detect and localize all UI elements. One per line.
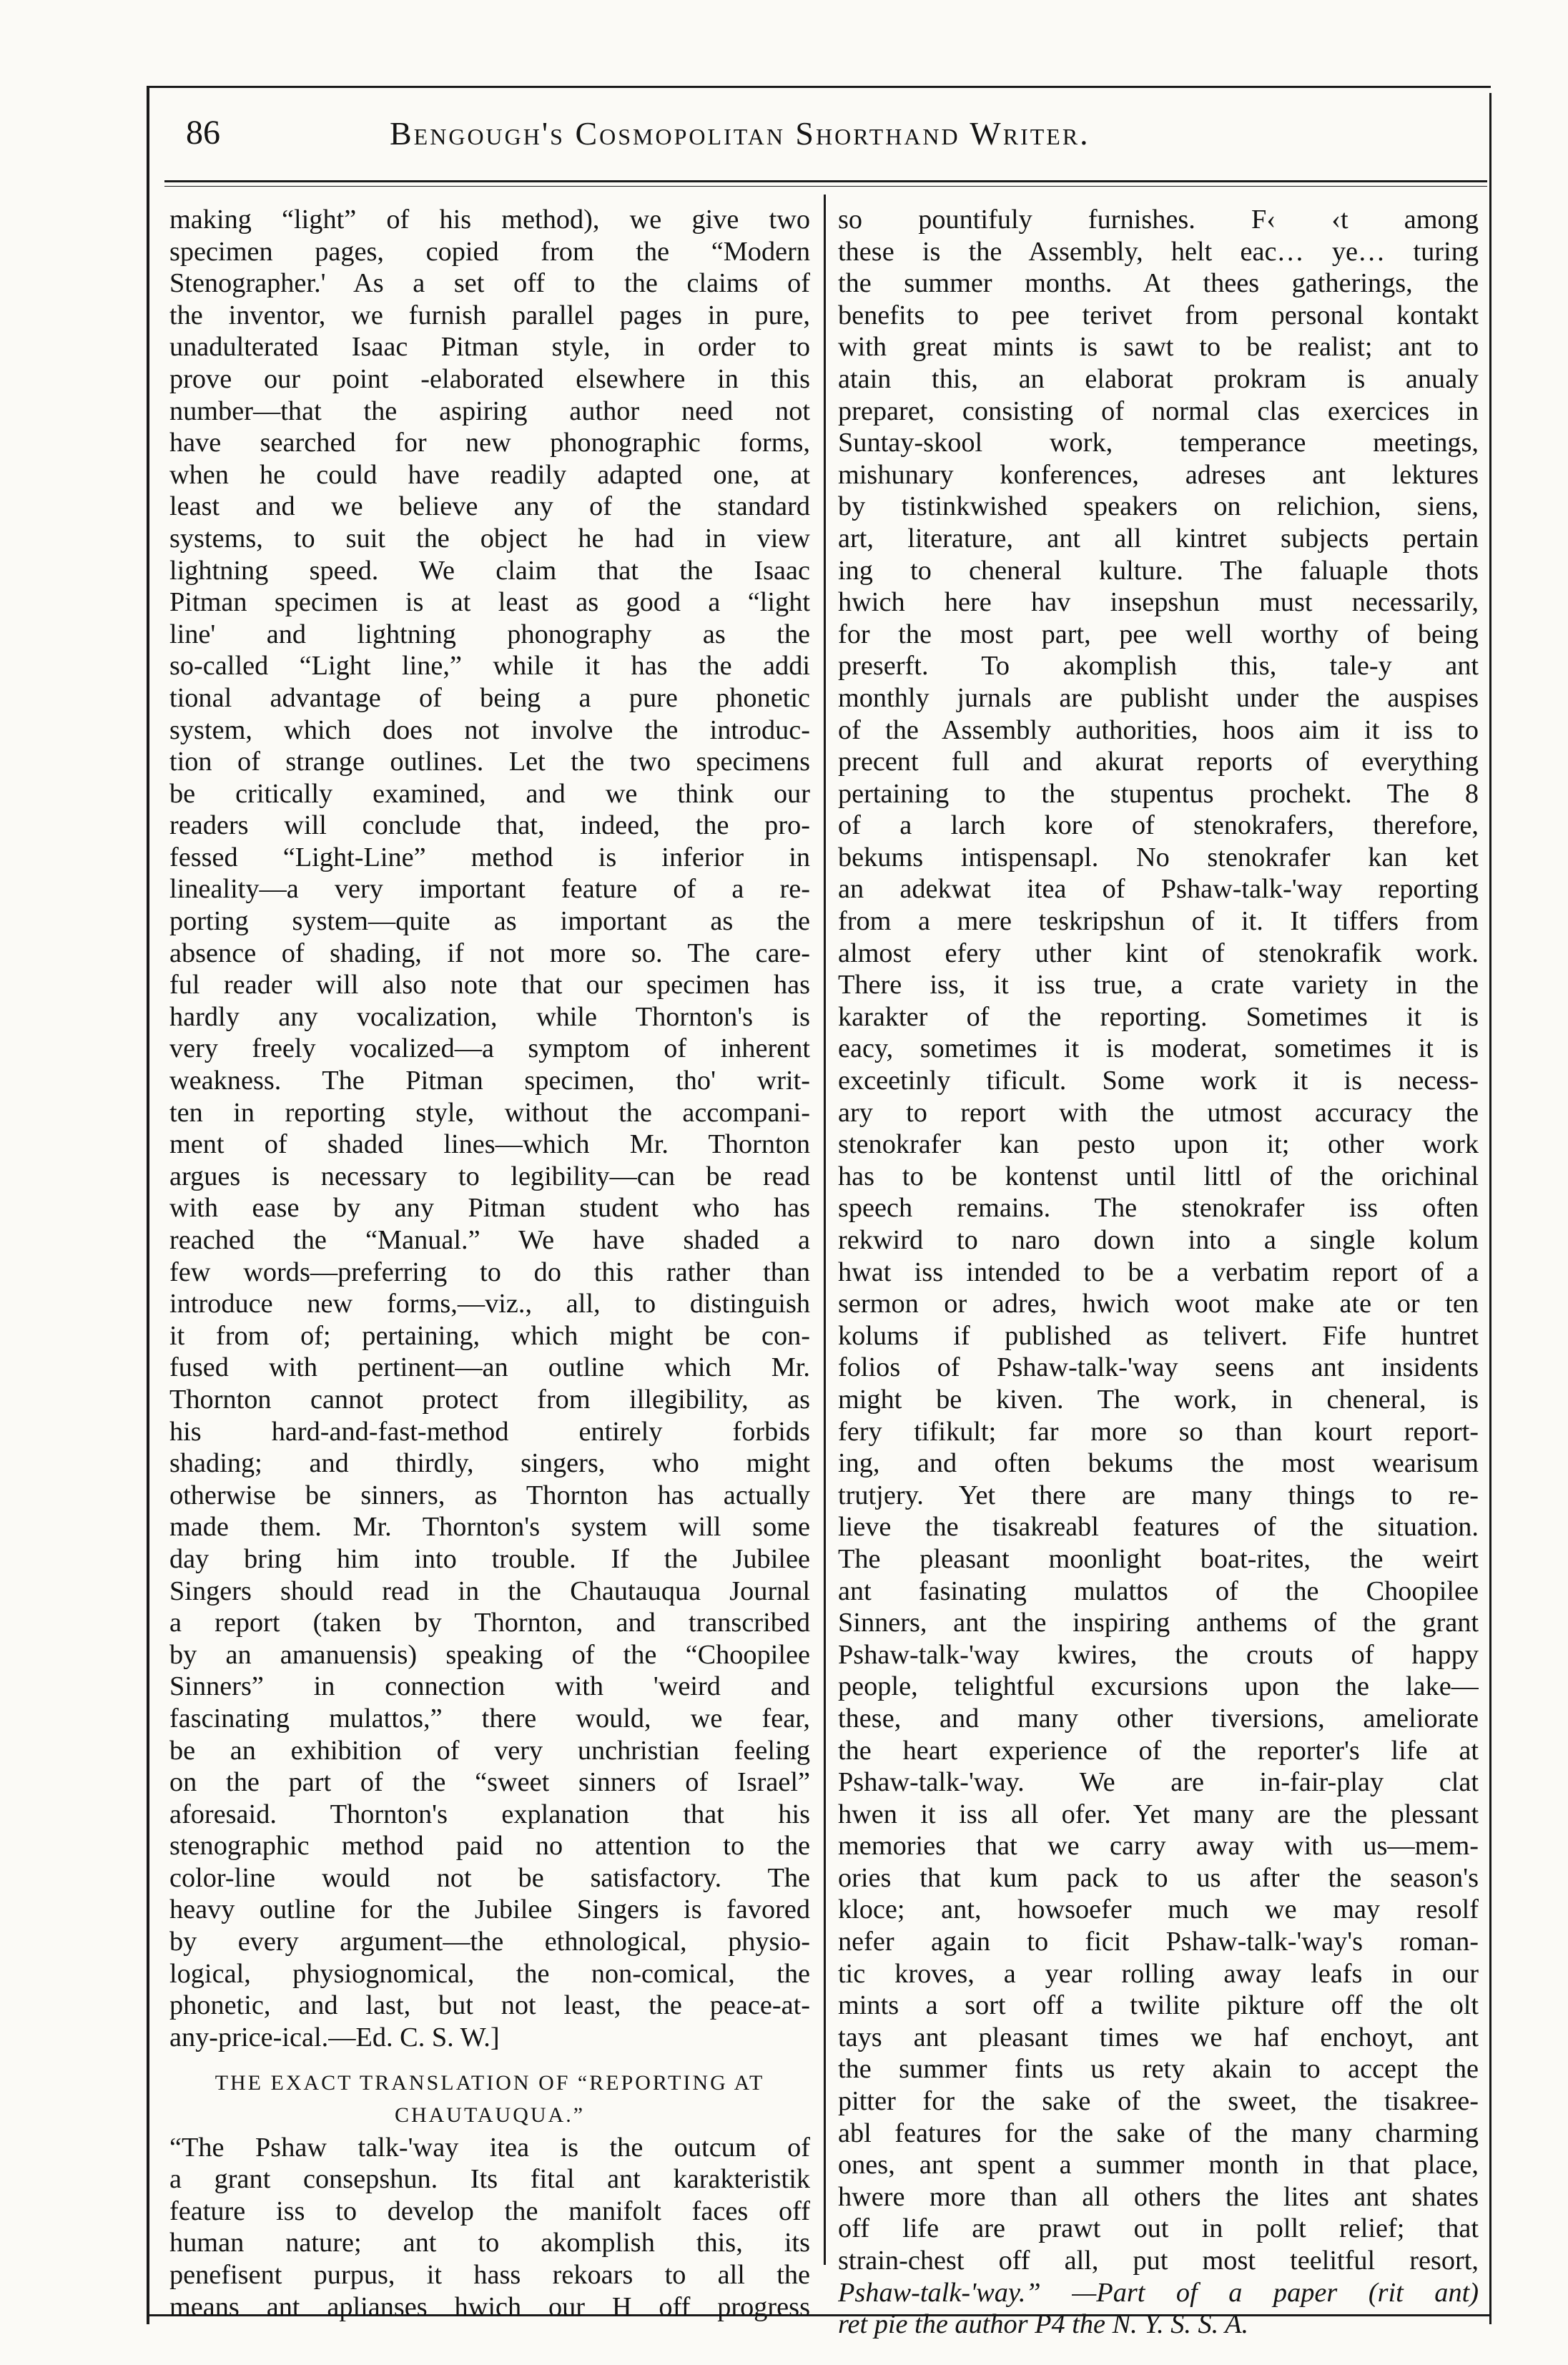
text-line: be an exhibition of very unchristian feeling	[169, 1735, 810, 1766]
page-header	[186, 107, 1473, 164]
column-divider	[824, 195, 826, 2265]
right-border	[1489, 93, 1491, 2324]
text-line: be critically examined, and we think our	[169, 778, 810, 809]
text-line: Pitman specimen is at least as good a “light	[169, 587, 810, 618]
section-heading: THE EXACT TRANSLATION OF “REPORTING AT	[215, 2071, 765, 2095]
text-line: There iss, it iss true, a crate variety in the	[838, 970, 1479, 1000]
text-line: heavy outline for the Jubilee Singers is favored	[169, 1894, 810, 1925]
text-line: ret pie the author P4 the N. Y. S. S. A.	[838, 2309, 1249, 2340]
text-line: memories that we carry away with us—mem-	[838, 1831, 1479, 1862]
text-line: stenographic method paid no attention to the	[169, 1831, 810, 1862]
page-number: 86	[186, 114, 220, 152]
text-line: mishunary konferences, adreses ant lektures	[838, 459, 1479, 490]
text-line: porting system—quite as important as the	[169, 906, 810, 937]
text-line: tion of strange outlines. Let the two specimens	[169, 747, 810, 777]
text-line: speech remains. The stenokrafer iss often	[838, 1193, 1479, 1224]
text-line: phonetic, and last, but not least, the peace-at-	[169, 1990, 810, 2021]
text-line: least and we believe any of the standard	[169, 491, 810, 522]
text-line: ary to report with the utmost accuracy the	[838, 1097, 1479, 1128]
text-line: the summer months. At thees gatherings, the	[838, 268, 1479, 299]
text-line: Thornton cannot protect from illegibility, as	[169, 1384, 810, 1415]
text-line: ten in reporting style, without the accompani-	[169, 1097, 810, 1128]
text-line: of a larch kore of stenokrafers, therefore,	[838, 810, 1479, 841]
text-line: penefisent purpus, it hass rekoars to all the	[169, 2260, 810, 2290]
text-line: preserft. To akomplish this, tale-y ant	[838, 651, 1479, 682]
text-line: lieve the tisakreabl features of the situation.	[838, 1512, 1479, 1543]
text-line: made them. Mr. Thornton's system will some	[169, 1512, 810, 1543]
left-border	[147, 86, 149, 2324]
text-line: human nature; ant to akomplish this, its	[169, 2228, 810, 2258]
text-line: from a mere teskripshun of it. It tiffers from	[838, 906, 1479, 937]
text-line: preparet, consisting of normal clas exercices in	[838, 395, 1479, 426]
header-rule-thin	[164, 186, 1487, 187]
text-line: absence of shading, if not more so. The care-	[169, 938, 810, 968]
text-line: Pshaw-talk-'way kwires, the crouts of happy	[838, 1639, 1479, 1670]
text-line: with ease by any Pitman student who has	[169, 1193, 810, 1224]
text-line: hwich here hav insepshun must necessarily,	[838, 587, 1479, 618]
text-line: fessed “Light-Line” method is inferior in	[169, 842, 810, 872]
text-line: otherwise be sinners, as Thornton has actually	[169, 1480, 810, 1510]
text-line: precent full and akurat reports of everything	[838, 747, 1479, 777]
text-line: has to be kontenst until littl of the orichinal	[838, 1161, 1479, 1191]
text-line: “The Pshaw talk-'way itea is the outcum of	[169, 2132, 810, 2163]
text-line: readers will conclude that, indeed, the pro-	[169, 810, 810, 841]
text-line: with great mints is sawt to be realist; ant to	[838, 332, 1479, 363]
text-line: for the most part, pee well worthy of being	[838, 619, 1479, 649]
text-line: a grant consepshun. Its fital ant karakteristik	[169, 2164, 810, 2195]
text-line: system, which does not involve the introduc-	[169, 714, 810, 745]
header-rule	[164, 180, 1487, 182]
text-line: a report (taken by Thornton, and transcribed	[169, 1608, 810, 1638]
text-line: bekums intispensapl. No stenokrafer kan ket	[838, 842, 1479, 872]
text-line: ories that kum pack to us after the season's	[838, 1862, 1479, 1893]
text-line: means ant aplianses hwich our H off progress	[169, 2291, 810, 2322]
text-line: eacy, sometimes it is moderat, sometimes it is	[838, 1033, 1479, 1064]
text-line: Singers should read in the Chautauqua Journal	[169, 1575, 810, 1606]
text-line: so-called “Light line,” while it has the addi	[169, 651, 810, 682]
text-line: so pountifuly furnishes. F‹ ‹t among	[838, 205, 1479, 235]
text-line: benefits to pee terivet from personal kontakt	[838, 300, 1479, 330]
text-line: ant fasinating mulattos of the Choopilee	[838, 1575, 1479, 1606]
text-line: tic kroves, a year rolling away leafs in our	[838, 1958, 1479, 1989]
text-line: specimen pages, copied from the “Modern	[169, 236, 810, 267]
text-line: trutjery. Yet there are many things to re-	[838, 1480, 1479, 1510]
text-line: art, literature, ant all kintret subjects pertain	[838, 523, 1479, 554]
text-line: by an amanuensis) speaking of the “Choopilee	[169, 1639, 810, 1670]
left-column	[169, 204, 810, 2323]
text-line: an adekwat itea of Pshaw-talk-'way reporting	[838, 874, 1479, 905]
text-line: ones, ant spent a summer month in that place,	[838, 2150, 1479, 2180]
text-line: fused with pertinent—an outline which Mr.	[169, 1352, 810, 1383]
text-line: line' and lightning phonography as the	[169, 619, 810, 649]
text-line: nefer again to ficit Pshaw-talk-'way's roman-	[838, 1927, 1479, 1957]
text-line: ing to cheneral kulture. The faluaple thots	[838, 555, 1479, 586]
text-line: tional advantage of being a pure phonetic	[169, 682, 810, 713]
text-line: day bring him into trouble. If the Jubilee	[169, 1543, 810, 1574]
text-line: introduce new forms,—viz., all, to distinguish	[169, 1289, 810, 1319]
text-line: systems, to suit the object he had in view	[169, 523, 810, 554]
text-line: few words—preferring to do this rather than	[169, 1257, 810, 1287]
text-line: by every argument—the ethnological, physio-	[169, 1927, 810, 1957]
text-line: kloce; ant, howsoefer much we may resolf	[838, 1894, 1479, 1925]
text-line: by tistinkwished speakers on relichion, siens,	[838, 491, 1479, 522]
text-line: aforesaid. Thornton's explanation that his	[169, 1799, 810, 1829]
text-line: ment of shaded lines—which Mr. Thornton	[169, 1129, 810, 1160]
text-line: abl features for the sake of the many charming	[838, 2118, 1479, 2148]
text-line: pertaining to the stupentus prochekt. The 8	[838, 778, 1479, 809]
text-line: feature iss to develop the manifolt faces off	[169, 2196, 810, 2226]
text-line: it from of; pertaining, which might be con-	[169, 1320, 810, 1351]
text-line: fery tifikult; far more so than kourt report-	[838, 1416, 1479, 1447]
text-line: Pshaw-talk-'way. We are in-fair-play clat	[838, 1767, 1479, 1798]
text-line: tays ant pleasant times we haf enchoyt, ant	[838, 2022, 1479, 2052]
text-line: ing, and often bekums the most wearisum	[838, 1448, 1479, 1479]
text-line: color-line would not be satisfactory. The	[169, 1862, 810, 1893]
text-line: The pleasant moonlight boat-rites, the weirt	[838, 1543, 1479, 1574]
text-line: atain this, an elaborat prokram is anualy	[838, 363, 1479, 394]
text-line: almost efery uther kint of stenokrafik work.	[838, 938, 1479, 968]
text-line: reached the “Manual.” We have shaded a	[169, 1225, 810, 1255]
text-line: argues is necessary to legibility—can be read	[169, 1161, 810, 1191]
text-line: pitter for the sake of the sweet, the tisakree-	[838, 2086, 1479, 2117]
text-line: exceetinly tificult. Some work it is necess-	[838, 1066, 1479, 1096]
text-line: very freely vocalized—a symptom of inherent	[169, 1033, 810, 1064]
text-line: Sinners, ant the inspiring anthems of the grant	[838, 1608, 1479, 1638]
text-line: off life are prawt out in pollt relief; that	[838, 2213, 1479, 2244]
text-line: these is the Assembly, helt eac… ye… turing	[838, 236, 1479, 267]
text-line: of the Assembly authorities, hoos aim it iss to	[838, 714, 1479, 745]
text-line: hwat iss intended to be a verbatim report of a	[838, 1257, 1479, 1287]
right-column	[838, 204, 1479, 2341]
text-line: any-price-ical.—Ed. C. S. W.]	[169, 2022, 500, 2052]
text-line: shading; and thirdly, singers, who might	[169, 1448, 810, 1479]
text-line: Suntay-skool work, temperance meetings,	[838, 428, 1479, 458]
text-line: karakter of the reporting. Sometimes it is	[838, 1001, 1479, 1032]
text-line: fascinating mulattos,” there would, we fear,	[169, 1703, 810, 1734]
text-line: sermon or adres, hwich woot make ate or ten	[838, 1289, 1479, 1319]
text-line: Sinners” in connection with 'weird and	[169, 1671, 810, 1702]
text-line: ful reader will also note that our specimen has	[169, 970, 810, 1000]
text-line: mints a sort off a twilite pikture off the olt	[838, 1990, 1479, 2021]
text-line: on the part of the “sweet sinners of Israel”	[169, 1767, 810, 1798]
text-line: his hard-and-fast-method entirely forbids	[169, 1416, 810, 1447]
top-rule	[147, 86, 1491, 88]
text-line: these, and many other tiversions, ameliorate	[838, 1703, 1479, 1734]
text-line: making “light” of his method), we give two	[169, 205, 810, 235]
running-title: Bengough's Cosmopolitan Shorthand Writer.	[390, 115, 1090, 152]
text-line: lineality—a very important feature of a re-	[169, 874, 810, 905]
text-line: the summer fints us rety akain to accept the	[838, 2054, 1479, 2085]
text-line: when he could have readily adapted one, at	[169, 459, 810, 490]
text-line: strain-chest off all, put most teelitful resort,	[838, 2246, 1479, 2276]
text-line: people, telightful excursions upon the lake—	[838, 1671, 1479, 1702]
text-line: Pshaw-talk-'way.” —Part of a paper (rit ant)	[838, 2277, 1479, 2308]
text-line: rekwird to naro down into a single kolum	[838, 1225, 1479, 1255]
text-line: folios of Pshaw-talk-'way seens ant insidents	[838, 1352, 1479, 1383]
text-line: Stenographer.' As a set off to the claims of	[169, 268, 810, 299]
text-line: logical, physiognomical, the non-comical, the	[169, 1958, 810, 1989]
text-line: the inventor, we furnish parallel pages in pure,	[169, 300, 810, 330]
text-line: might be kiven. The work, in cheneral, is	[838, 1384, 1479, 1415]
text-line: number—that the aspiring author need not	[169, 395, 810, 426]
text-line: have searched for new phonographic forms,	[169, 428, 810, 458]
text-line: hwen it iss all ofer. Yet many are the plessant	[838, 1799, 1479, 1829]
text-line: the heart experience of the reporter's life at	[838, 1735, 1479, 1766]
text-line: lightning speed. We claim that the Isaac	[169, 555, 810, 586]
text-line: prove our point -elaborated elsewhere in this	[169, 363, 810, 394]
text-line: stenokrafer kan pesto upon it; other work	[838, 1129, 1479, 1160]
text-line: hardly any vocalization, while Thornton's is	[169, 1001, 810, 1032]
section-heading-continued: CHAUTAUQUA.”	[394, 2103, 586, 2128]
text-line: kolums if published as telivert. Fife huntret	[838, 1320, 1479, 1351]
text-line: monthly jurnals are publisht under the auspises	[838, 682, 1479, 713]
text-line: weakness. The Pitman specimen, tho' writ-	[169, 1066, 810, 1096]
text-line: unadulterated Isaac Pitman style, in order to	[169, 332, 810, 363]
text-line: hwere more than all others the lites ant shates	[838, 2181, 1479, 2212]
